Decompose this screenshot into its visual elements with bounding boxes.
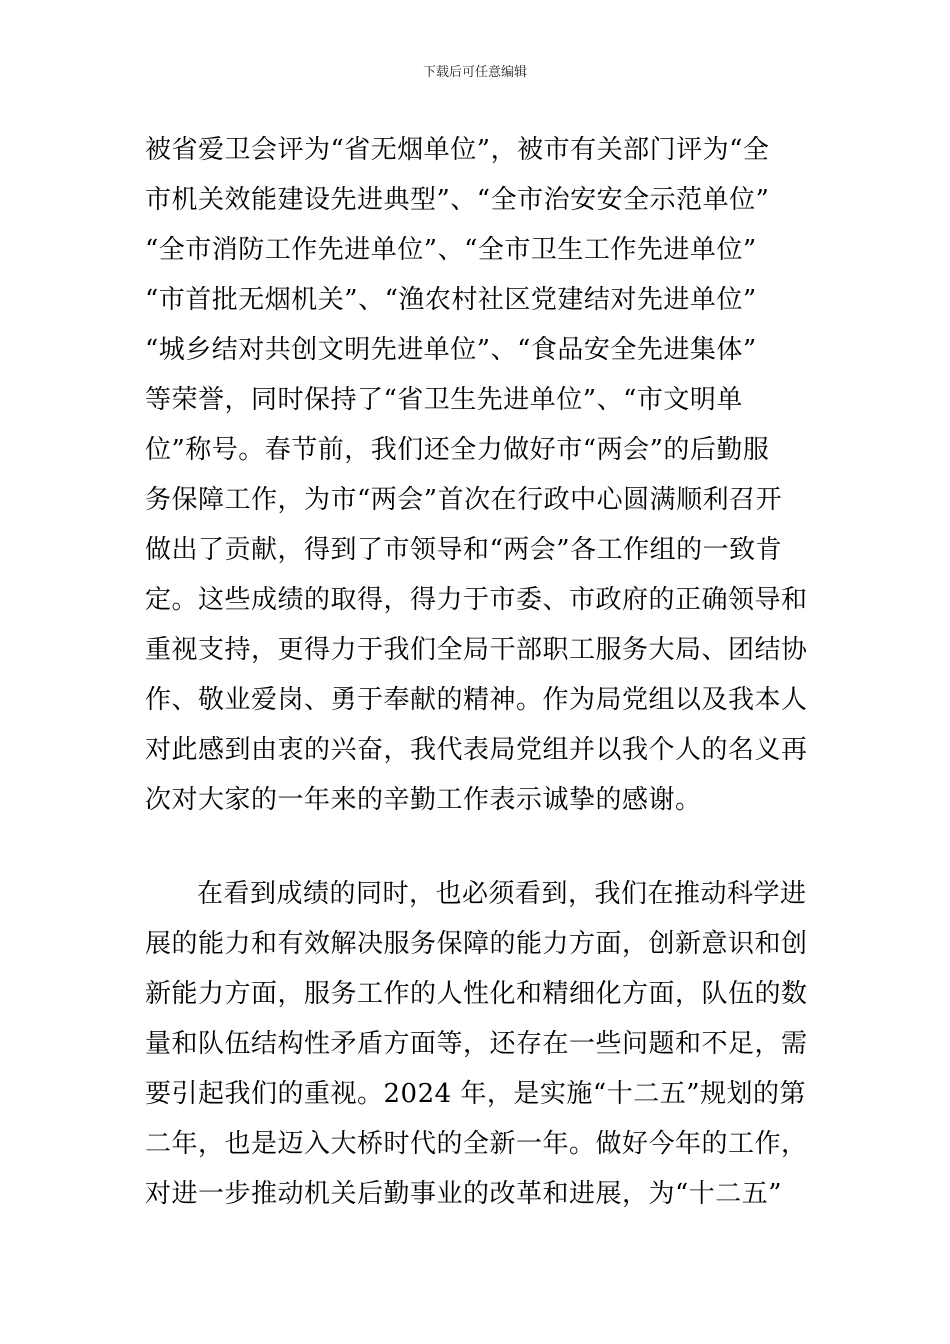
text-line: 对进一步推动机关后勤事业的改革和进展，为“十二五” <box>145 1179 783 1209</box>
text-line: 定。这些成绩的取得，得力于市委、市政府的正确领导和 <box>145 585 808 615</box>
text-line: 等荣誉，同时保持了“省卫生先进单位”、“市文明单 <box>145 385 743 415</box>
text-line: 二年，也是迈入大桥时代的全新一年。做好今年的工作， <box>145 1129 808 1159</box>
text-line: 位”称号。春节前，我们还全力做好市“两会”的后勤服 <box>145 435 770 465</box>
text-line: 新能力方面，服务工作的人性化和精细化方面，队伍的数 <box>145 979 808 1009</box>
paragraph-1 <box>145 125 815 825</box>
text-line: 对此感到由衷的兴奋，我代表局党组并以我个人的名义再 <box>145 735 808 765</box>
text-line: “市首批无烟机关”、“渔农村社区党建结对先进单位” <box>145 285 757 315</box>
text-line: 务保障工作，为市“两会”首次在行政中心圆满顺利召开 <box>145 485 783 515</box>
text-line: 量和队伍结构性矛盾方面等，还存在一些问题和不足，需 <box>145 1029 808 1059</box>
text-line: 要引起我们的重视。2024 年，是实施“十二五”规划的第 <box>145 1079 807 1109</box>
text-line-indented: 在看到成绩的同时，也必须看到，我们在推动科学进 <box>197 879 807 909</box>
text-line: 次对大家的一年来的辛勤工作表示诚挚的感谢。 <box>145 785 702 815</box>
text-line: “城乡结对共创文明先进单位”、“食品安全先进集体” <box>145 335 757 365</box>
text-line: 展的能力和有效解决服务保障的能力方面，创新意识和创 <box>145 929 808 959</box>
text-line: 被省爱卫会评为“省无烟单位”，被市有关部门评为“全 <box>145 135 770 165</box>
text-line: 市机关效能建设先进典型”、“全市治安安全示范单位” <box>145 185 770 215</box>
page-header: 下载后可任意编辑 <box>422 65 527 80</box>
paragraph-2 <box>145 869 815 1219</box>
text-line: 作、敬业爱岗、勇于奉献的精神。作为局党组以及我本人 <box>145 685 808 715</box>
text-line: 重视支持，更得力于我们全局干部职工服务大局、团结协 <box>145 635 808 665</box>
text-line: “全市消防工作先进单位”、“全市卫生工作先进单位” <box>145 235 757 265</box>
text-line: 做出了贡献，得到了市领导和“两会”各工作组的一致肯 <box>145 535 783 565</box>
